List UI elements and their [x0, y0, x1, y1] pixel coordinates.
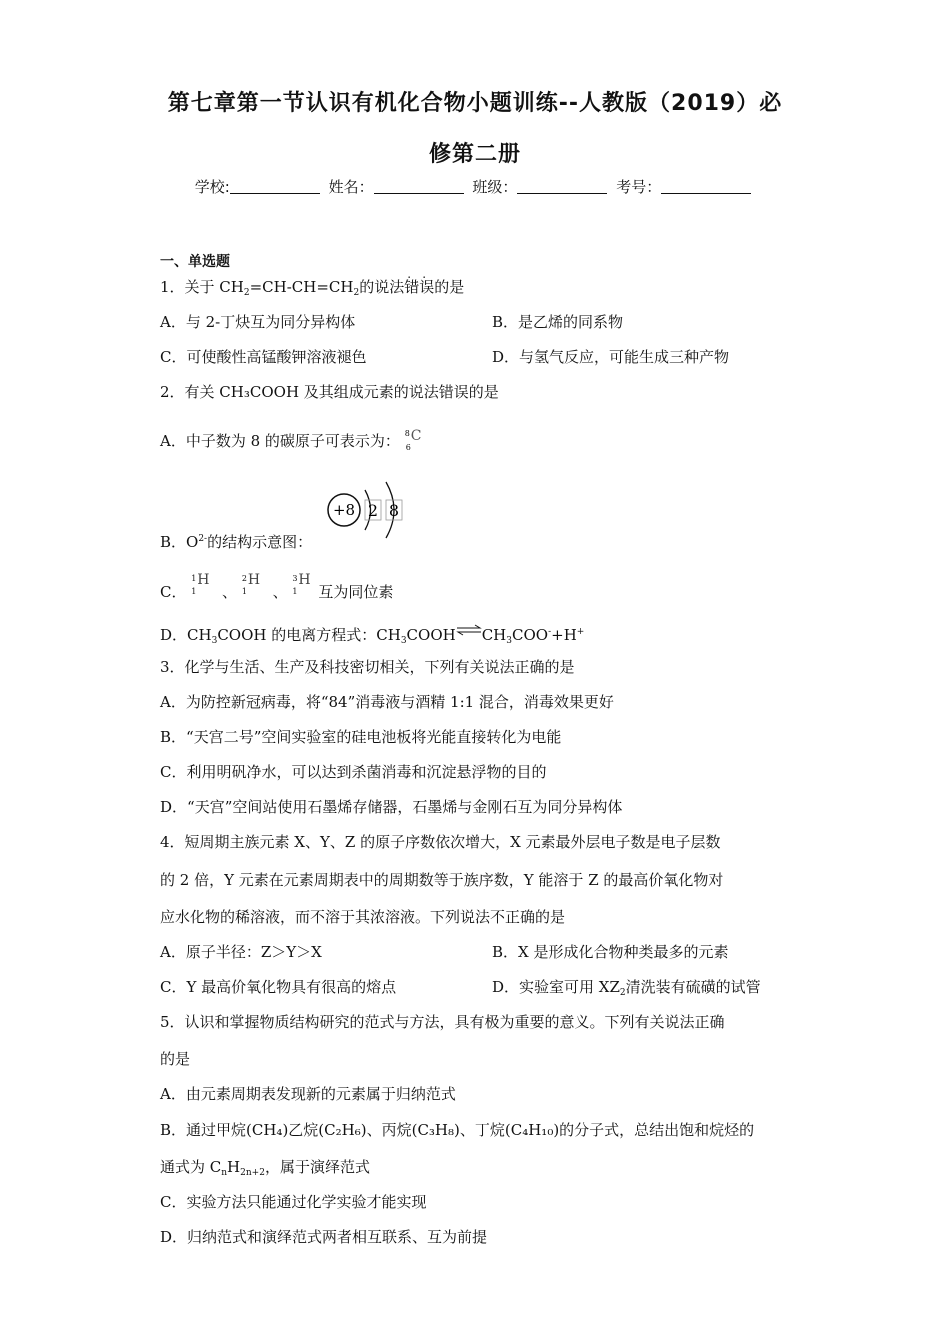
reversible-arrow-icon: [456, 624, 482, 636]
question-5-option-c[interactable]: C．实验方法只能通过化学实验才能实现: [160, 1193, 427, 1211]
question-1-option-c[interactable]: C．可使酸性高锰酸钾溶液褪色: [160, 348, 367, 366]
question-4-option-d[interactable]: D．实验室可用 $XZ_2$清洗装有硫磺的试管: [492, 978, 761, 998]
question-1-stem: 1．关于 $CH_2=CH-CH=CH_2$的说法 . . 错误的是: [160, 267, 465, 298]
hydrogen-3-notation: 3 1 H: [292, 572, 311, 596]
question-2-stem: 2．有关 CH₃COOH 及其组成元素的说法错误的是: [160, 383, 499, 401]
oxygen-ion-structure-diagram: [320, 476, 410, 546]
page-title: 第七章第一节认识有机化合物小题训练--人教版（2019）必: [167, 91, 783, 116]
carbon-isotope-notation: 8 6 C: [404, 428, 422, 452]
question-5-option-b[interactable]: B．通过甲烷(CH₄)乙烷(C₂H₆)、丙烷(C₃H₈)、丁烷(C₄H₁₀)的分子式，总结出饱和烷烃的: [160, 1121, 755, 1139]
question-4-option-b[interactable]: B．X 是形成化合物种类最多的元素: [492, 943, 729, 961]
number-label: 考号：: [616, 178, 662, 196]
shell-1-electrons: 2: [367, 501, 379, 520]
question-5-option-d[interactable]: D．归纳范式和演绎范式两者相互联系、互为前提: [160, 1228, 488, 1246]
nucleus-charge: +8: [332, 501, 356, 519]
page-title-line2: 修第二册: [428, 142, 521, 167]
question-5-stem-line1: 5．认识和掌握物质结构研究的范式与方法，具有极为重要的意义。下列有关说法正确: [160, 1013, 725, 1031]
student-info: [0, 176, 950, 197]
question-2-option-b[interactable]: B．$O^{2-}$的结构示意图：: [160, 533, 313, 551]
question-4-option-a[interactable]: A．原子半径：Z＞Y＞X: [160, 943, 322, 961]
question-3-option-c[interactable]: C．利用明矾净水，可以达到杀菌消毒和沉淀悬浮物的目的: [160, 763, 547, 781]
section-heading: 一、单选题: [160, 254, 230, 270]
question-1-option-d[interactable]: D．与氢气反应，可能生成三种产物: [492, 348, 730, 366]
number-field[interactable]: [661, 179, 751, 194]
hydrogen-2-notation: 2 1 H: [241, 572, 261, 596]
question-3-option-a[interactable]: A．为防控新冠病毒，将“84”消毒液与酒精 1:1 混合，消毒效果更好: [160, 693, 614, 711]
question-5-option-b-line2: 通式为 $C_nH_{2n+2}$，属于演绎范式: [160, 1158, 370, 1178]
name-label: 姓名：: [328, 178, 374, 196]
question-5-stem-line2: 的是: [160, 1050, 191, 1068]
emphasis-dots: . . 错误: [404, 267, 435, 296]
question-2-option-c[interactable]: C． 1 1 H 、 2 1 H 、 3 1 H 互为同位素: [160, 572, 394, 601]
question-4-option-c[interactable]: C．Y 最高价氧化物具有很高的熔点: [160, 978, 397, 996]
school-field[interactable]: [230, 179, 320, 194]
question-3-option-b[interactable]: B．“天宫二号”空间实验室的硅电池板将光能直接转化为电能: [160, 728, 562, 746]
question-1-option-a[interactable]: A．与 2-丁炔互为同分异构体: [160, 313, 356, 331]
question-2-option-d[interactable]: D．$CH_3COOH$ 的电离方程式：$CH_3COOH$ $CH_3COO^-+H^+$: [160, 626, 585, 646]
class-label: 班级：: [472, 178, 518, 196]
question-5-option-a[interactable]: A．由元素周期表发现新的元素属于归纳范式: [160, 1085, 456, 1103]
question-3-option-d[interactable]: D．“天宫”空间站使用石墨烯存储器，石墨烯与金刚石互为同分异构体: [160, 798, 623, 816]
question-2-option-a[interactable]: A．中子数为 8 的碳原子可表示为： 8 6 C: [160, 428, 427, 451]
question-4-stem-line2: 的 2 倍，Y 元素在元素周期表中的周期数等于族序数，Y 能溶于 Z 的最高价氧化物对: [160, 871, 724, 889]
question-4-stem-line1: 4．短周期主族元素 X、Y、Z 的原子序数依次增大，X 元素最外层电子数是电子层数: [160, 833, 721, 851]
name-field[interactable]: [374, 179, 464, 194]
question-4-stem-line3: 应水化物的稀溶液，而不溶于其浓溶液。下列说法不正确的是: [160, 908, 566, 926]
question-1-option-b[interactable]: B．是乙烯的同系物: [492, 313, 624, 331]
question-3-stem: 3．化学与生活、生产及科技密切相关，下列有关说法正确的是: [160, 658, 575, 676]
shell-2-electrons: 8: [388, 501, 400, 520]
class-field[interactable]: [517, 179, 607, 194]
hydrogen-1-notation: 1 1 H: [191, 572, 210, 596]
school-label: 学校:: [194, 178, 230, 196]
